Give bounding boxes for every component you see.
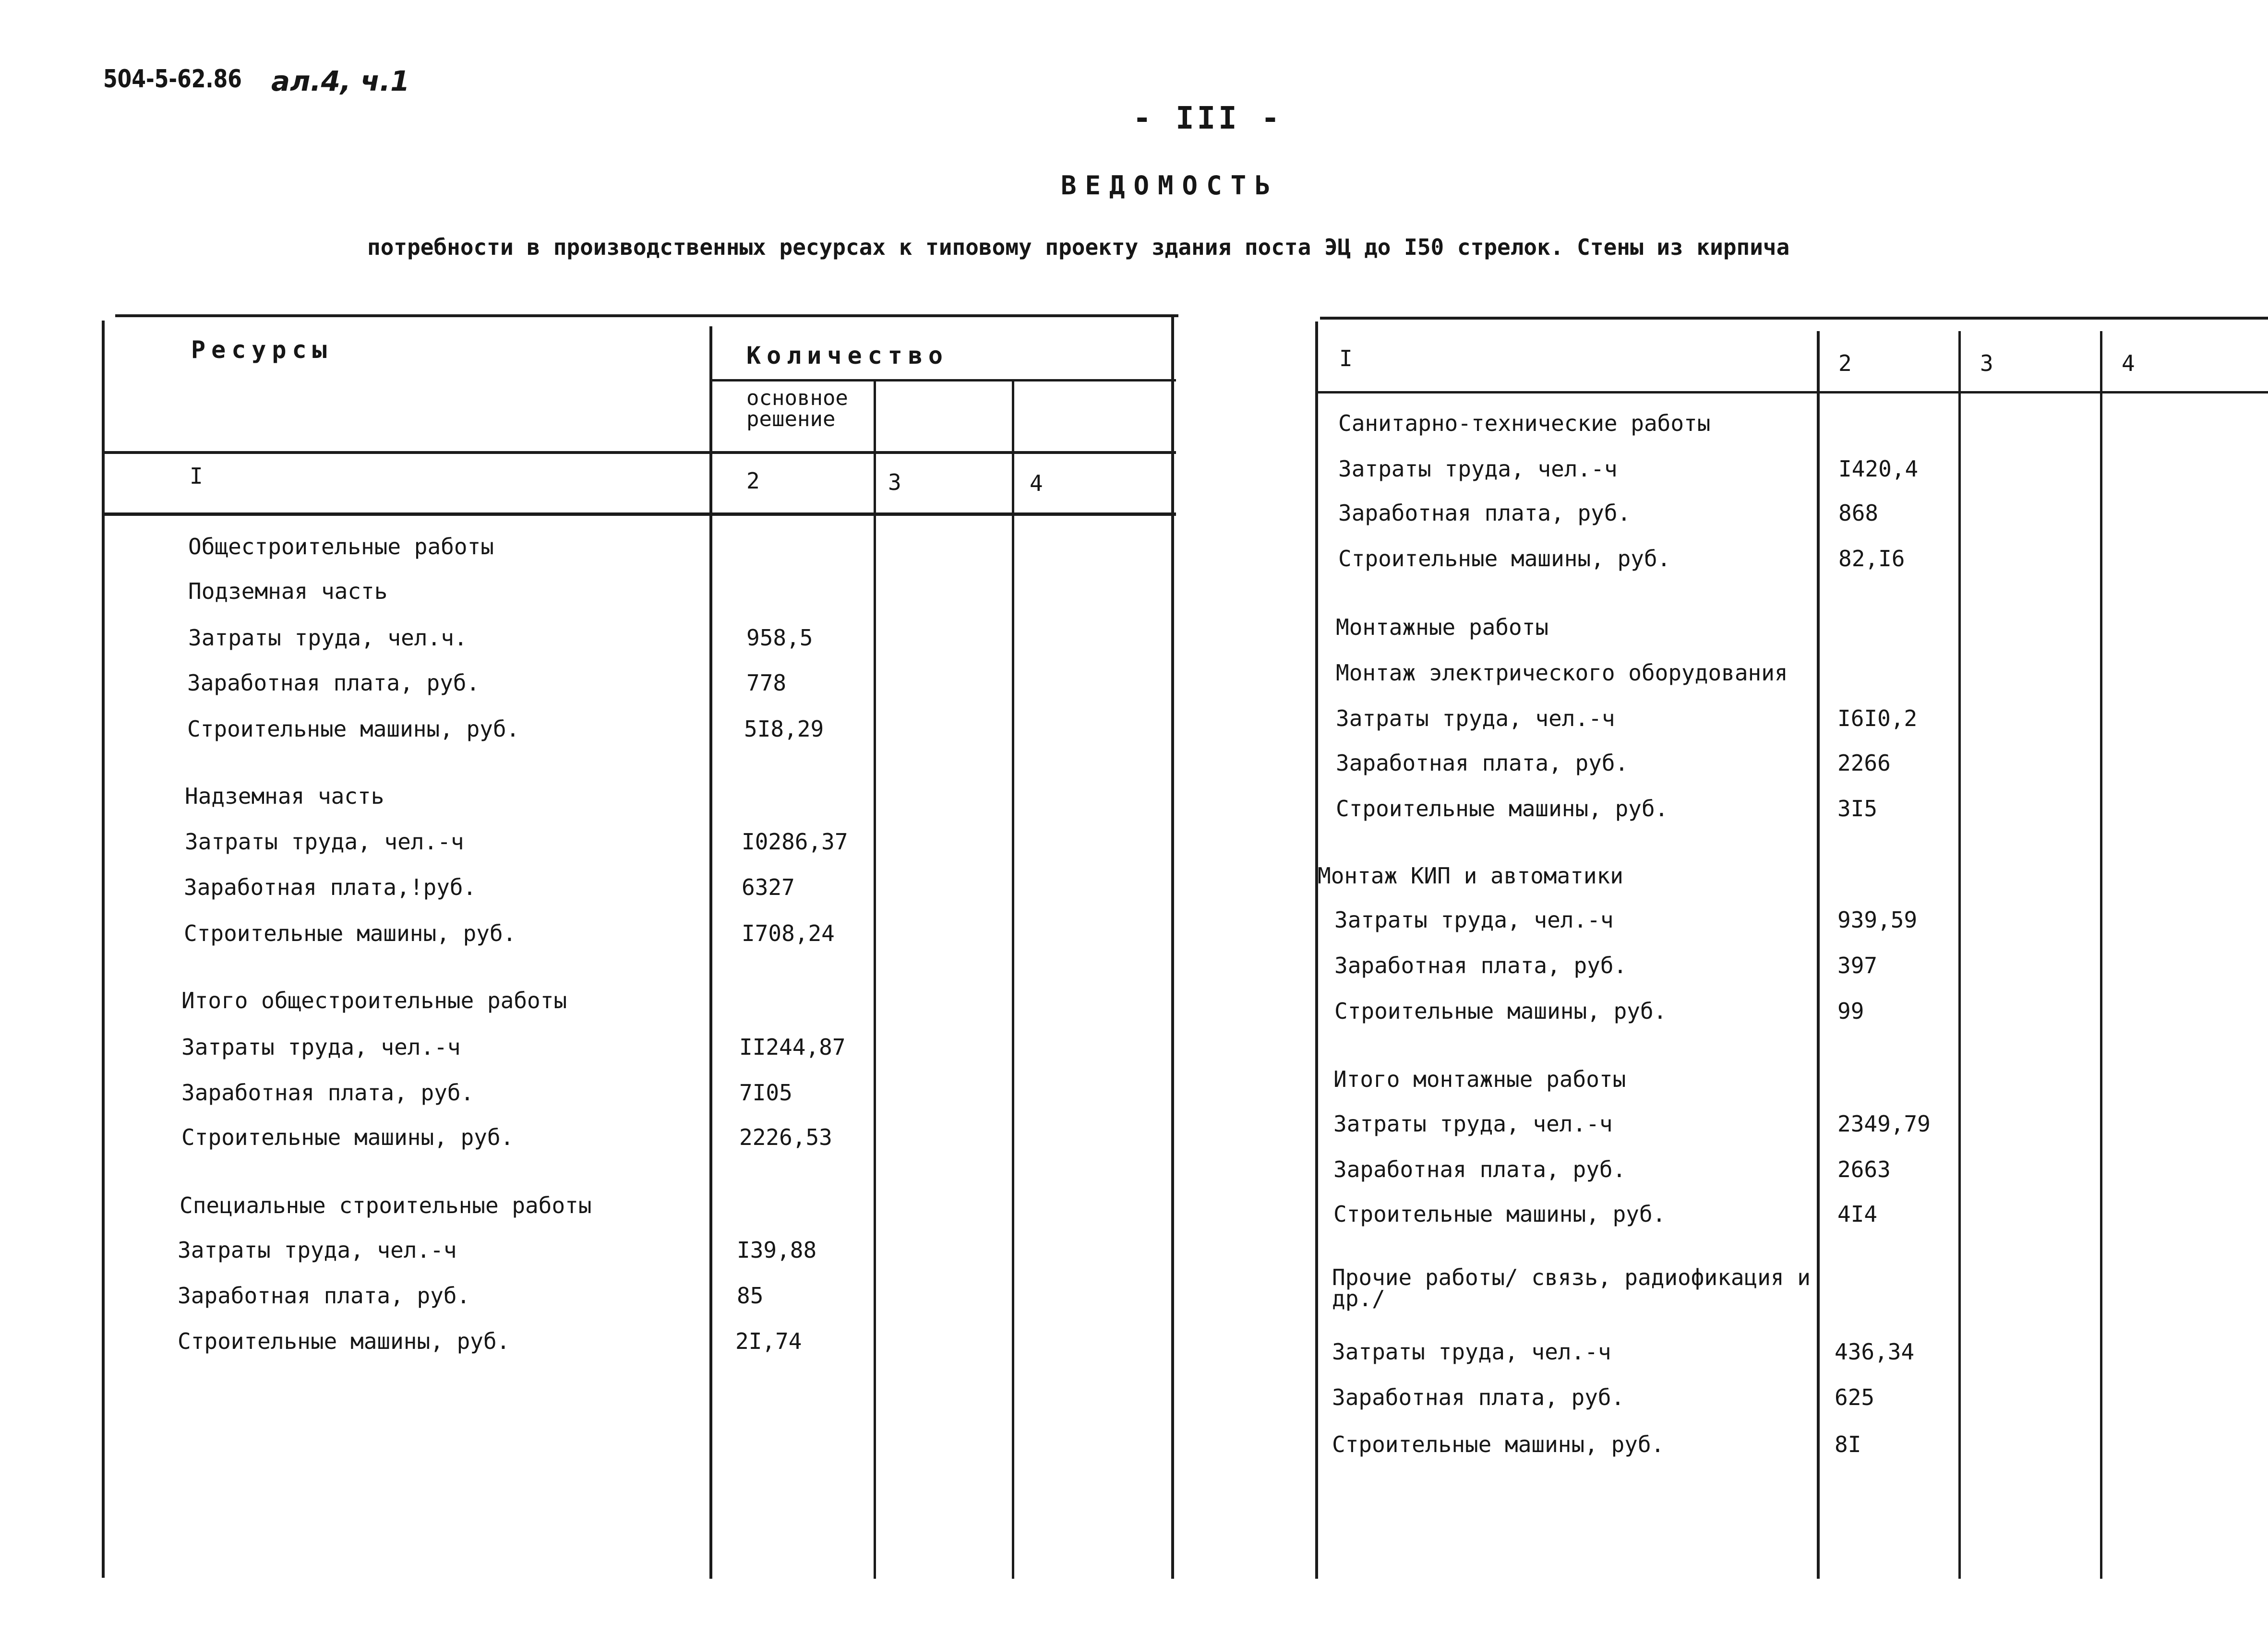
row-label: Строительные машины, руб.	[1332, 1431, 1665, 1457]
row-label: Заработная плата, руб.	[1332, 1384, 1625, 1410]
row-value: 625	[1835, 1384, 1875, 1410]
row-label: Заработная плата,!руб.	[184, 874, 477, 900]
row-value: 868	[1838, 500, 1879, 526]
row-value: 2349,79	[1837, 1111, 1931, 1137]
row-label: Заработная плата, руб.	[1333, 1156, 1626, 1182]
row-label: Монтажные работы	[1336, 614, 1549, 640]
row-label: Итого общестроительные работы	[181, 988, 567, 1013]
row-value: I0286,37	[742, 829, 848, 855]
document-code: 504-5-62.86	[103, 65, 242, 94]
quantity-header: Количество	[746, 342, 949, 369]
row-value: 2I,74	[735, 1328, 802, 1354]
row-label: Санитарно-технические работы	[1338, 410, 1711, 436]
row-value: 99	[1837, 998, 1864, 1024]
row-label: Общестроительные работы	[188, 534, 494, 560]
row-label: Затраты труда, чел.-ч	[1334, 907, 1614, 933]
row-value: 958,5	[746, 625, 813, 651]
row-label: Надземная часть	[185, 783, 384, 809]
row-value: I39,88	[737, 1237, 817, 1263]
row-value: 4I4	[1837, 1201, 1878, 1227]
row-label: Итого монтажные работы	[1333, 1066, 1626, 1092]
row-value: 8I	[1835, 1431, 1861, 1457]
row-label: Затраты труда, чел.-ч	[1332, 1339, 1611, 1365]
row-value: 436,34	[1835, 1339, 1915, 1365]
right-col1-header: I	[1339, 345, 1353, 371]
left-col1-header: I	[190, 463, 203, 489]
handwritten-note: ал.4, ч.1	[271, 65, 410, 97]
row-label: Подземная часть	[188, 578, 388, 604]
row-label: Заработная плата, руб.	[187, 670, 480, 696]
row-value: 939,59	[1837, 907, 1918, 933]
document-subtitle: потребности в производственных ресурсах к типовому проекту здания поста ЭЦ до I50 стрелок. Стены из кирпича	[367, 234, 1790, 260]
row-label: Строительные машины, руб.	[178, 1328, 510, 1354]
row-value: 5I8,29	[744, 716, 824, 742]
resource-header: Ресурсы	[191, 336, 333, 364]
row-label: Заработная плата, руб.	[1338, 500, 1631, 526]
row-value: II244,87	[739, 1034, 846, 1060]
row-label: Прочие работы/ связь, радиофикация и др./	[1332, 1264, 1811, 1311]
row-label: Затраты труда, чел.ч.	[188, 625, 468, 651]
row-label: Затраты труда, чел.-ч	[178, 1237, 457, 1263]
row-value: 2266	[1837, 750, 1891, 776]
row-value: I708,24	[742, 920, 835, 946]
row-label: Монтаж КИП и автоматики	[1318, 863, 1623, 889]
row-label: Строительные машины, руб.	[184, 920, 516, 946]
row-label: Строительные машины, руб.	[1338, 546, 1671, 572]
row-value: 3I5	[1837, 796, 1878, 822]
row-label: Строительные машины, руб.	[181, 1124, 514, 1150]
right-col4-header: 4	[2122, 350, 2135, 376]
row-label: Специальные строительные работы	[180, 1192, 592, 1218]
row-value: 2226,53	[739, 1124, 832, 1150]
basic-solution-header: основное решение	[746, 386, 848, 431]
left-col2-header: 2	[746, 468, 760, 494]
row-label: Затраты труда, чел.-ч	[1338, 456, 1618, 482]
row-label: Заработная плата, руб.	[181, 1080, 474, 1106]
row-label: Затраты труда, чел.-ч	[181, 1034, 461, 1060]
row-value: 85	[737, 1283, 764, 1309]
document-title: ВЕДОМОСТЬ	[1061, 170, 1279, 201]
row-value: I420,4	[1838, 456, 1919, 482]
row-label: Затраты труда, чел.-ч	[1333, 1111, 1613, 1137]
row-label: Строительные машины, руб.	[1333, 1201, 1666, 1227]
row-label: Затраты труда, чел.-ч	[185, 829, 464, 855]
row-label: Заработная плата, руб.	[178, 1283, 470, 1309]
left-col3-header: 3	[888, 469, 901, 495]
row-value: 2663	[1837, 1156, 1891, 1182]
row-label: Заработная плата, руб.	[1336, 750, 1629, 776]
row-value: 778	[746, 670, 787, 696]
row-label: Монтаж электрического оборудования	[1336, 660, 1788, 686]
row-value: 7I05	[739, 1080, 792, 1106]
row-label: Строительные машины, руб.	[187, 716, 520, 742]
row-value: 6327	[742, 874, 795, 900]
row-value: I6I0,2	[1837, 705, 1918, 731]
row-value: 397	[1837, 953, 1878, 978]
page-number: - III -	[1133, 101, 1283, 136]
left-col4-header: 4	[1030, 470, 1043, 496]
row-label: Строительные машины, руб.	[1336, 796, 1668, 822]
row-label: Строительные машины, руб.	[1334, 998, 1667, 1024]
row-label: Затраты труда, чел.-ч	[1336, 705, 1615, 731]
right-col2-header: 2	[1838, 350, 1852, 376]
row-value: 82,I6	[1838, 546, 1905, 572]
row-label: Заработная плата, руб.	[1334, 953, 1627, 978]
right-col3-header: 3	[1980, 350, 1993, 376]
